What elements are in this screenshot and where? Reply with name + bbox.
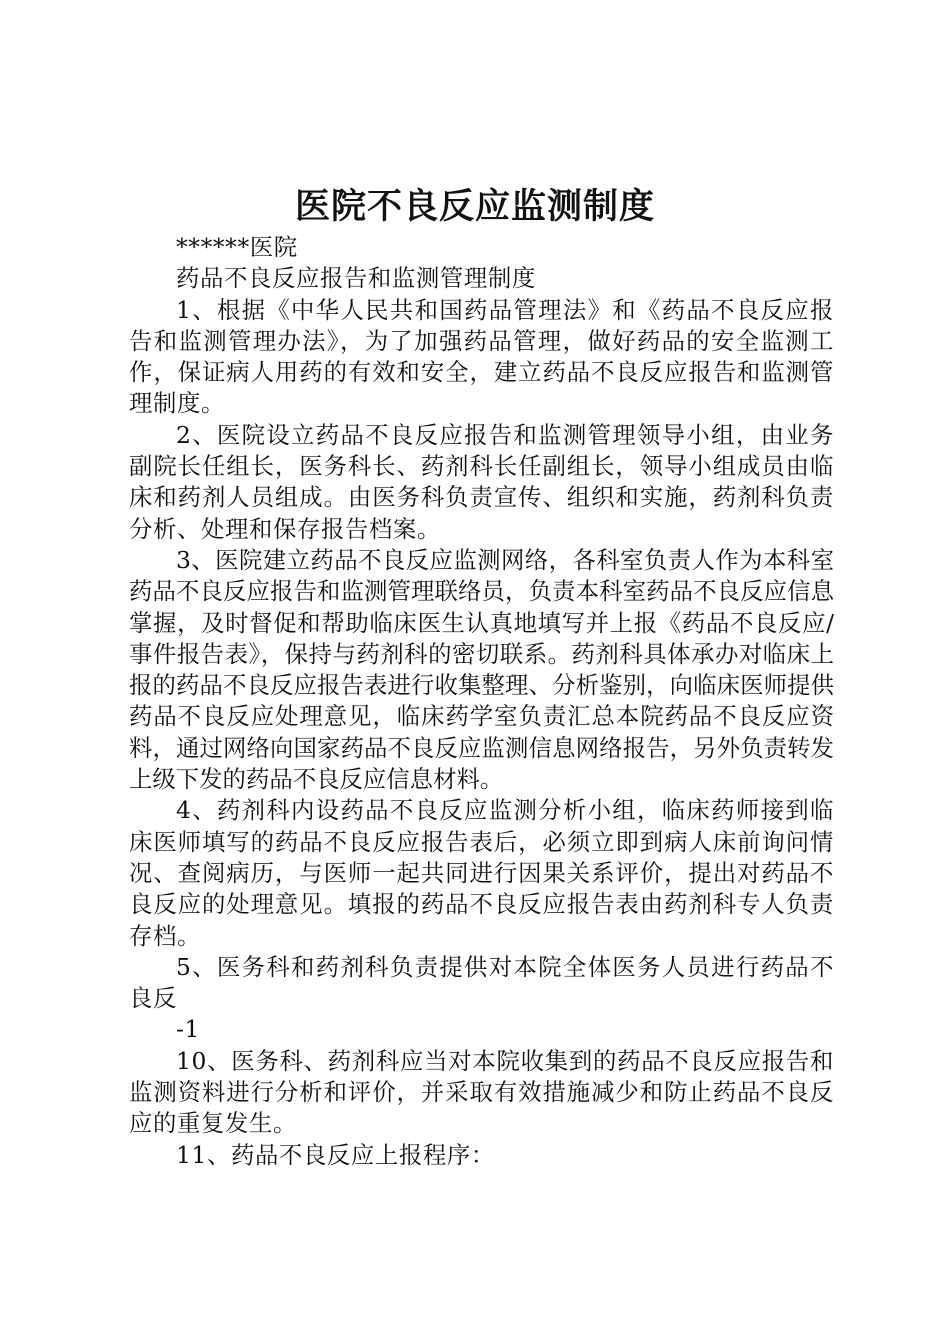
paragraph-1: 1、根据《中华人民共和国药品管理法》和《药品不良反应报告和监测管理办法》，为了加强药品管理，做好药品的安全监测工作，保证病人用药的有效和安全，建立药品不良反应报告和监测管理制度。: [129, 295, 834, 418]
paragraph-3: 3、医院建立药品不良反应监测网络，各科室负责人作为本科室药品不良反应报告和监测管理联络员，负责本科室药品不良反应信息掌握，及时督促和帮助临床医生认真地填写并上报《药品不良反应/事件报告表》，保持与药剂科的密切联系。药剂科具体承办对临床上报的药品不良反应报告表进行收集整理、分析鉴别，向临床医师提供药品不良反应处理意见，临床药学室负责汇总本院药品不良反应资料，通过网络向国家药品不良反应监测信息网络报告，另外负责转发上级下发的药品不良反应信息材料。: [129, 545, 834, 794]
paragraph-4: 4、药剂科内设药品不良反应监测分析小组，临床药师接到临床医师填写的药品不良反应报告表后，必须立即到病人床前询问情况、查阅病历，与医师一起共同进行因果关系评价，提出对药品不良反应的处理意见。填报的药品不良反应报告表由药剂科专人负责存档。: [129, 796, 834, 950]
document-subtitle: 药品不良反应报告和监测管理制度: [176, 264, 536, 293]
paragraph-10: 10、医务科、药剂科应当对本院收集到的药品不良反应报告和监测资料进行分析和评价，并采取有效措施减少和防止药品不良反应的重复发生。: [129, 1046, 834, 1138]
paragraph-5: 5、医务科和药剂科负责提供对本院全体医务人员进行药品不良反: [129, 952, 834, 1013]
hospital-line: ******医院: [176, 233, 298, 261]
paragraph-11: 11、药品不良反应上报程序：: [176, 1140, 495, 1169]
page-number: -1: [176, 1015, 200, 1044]
document-body: [129, 232, 834, 1171]
paragraph-2: 2、医院设立药品不良反应报告和监测管理领导小组，由业务副院长任组长，医务科长、药剂科长任副组长，领导小组成员由临床和药剂人员组成。由医务科负责宣传、组织和实施，药剂科负责分析、处理和保存报告档案。: [129, 420, 834, 543]
document-title: 医院不良反应监测制度: [294, 187, 655, 227]
